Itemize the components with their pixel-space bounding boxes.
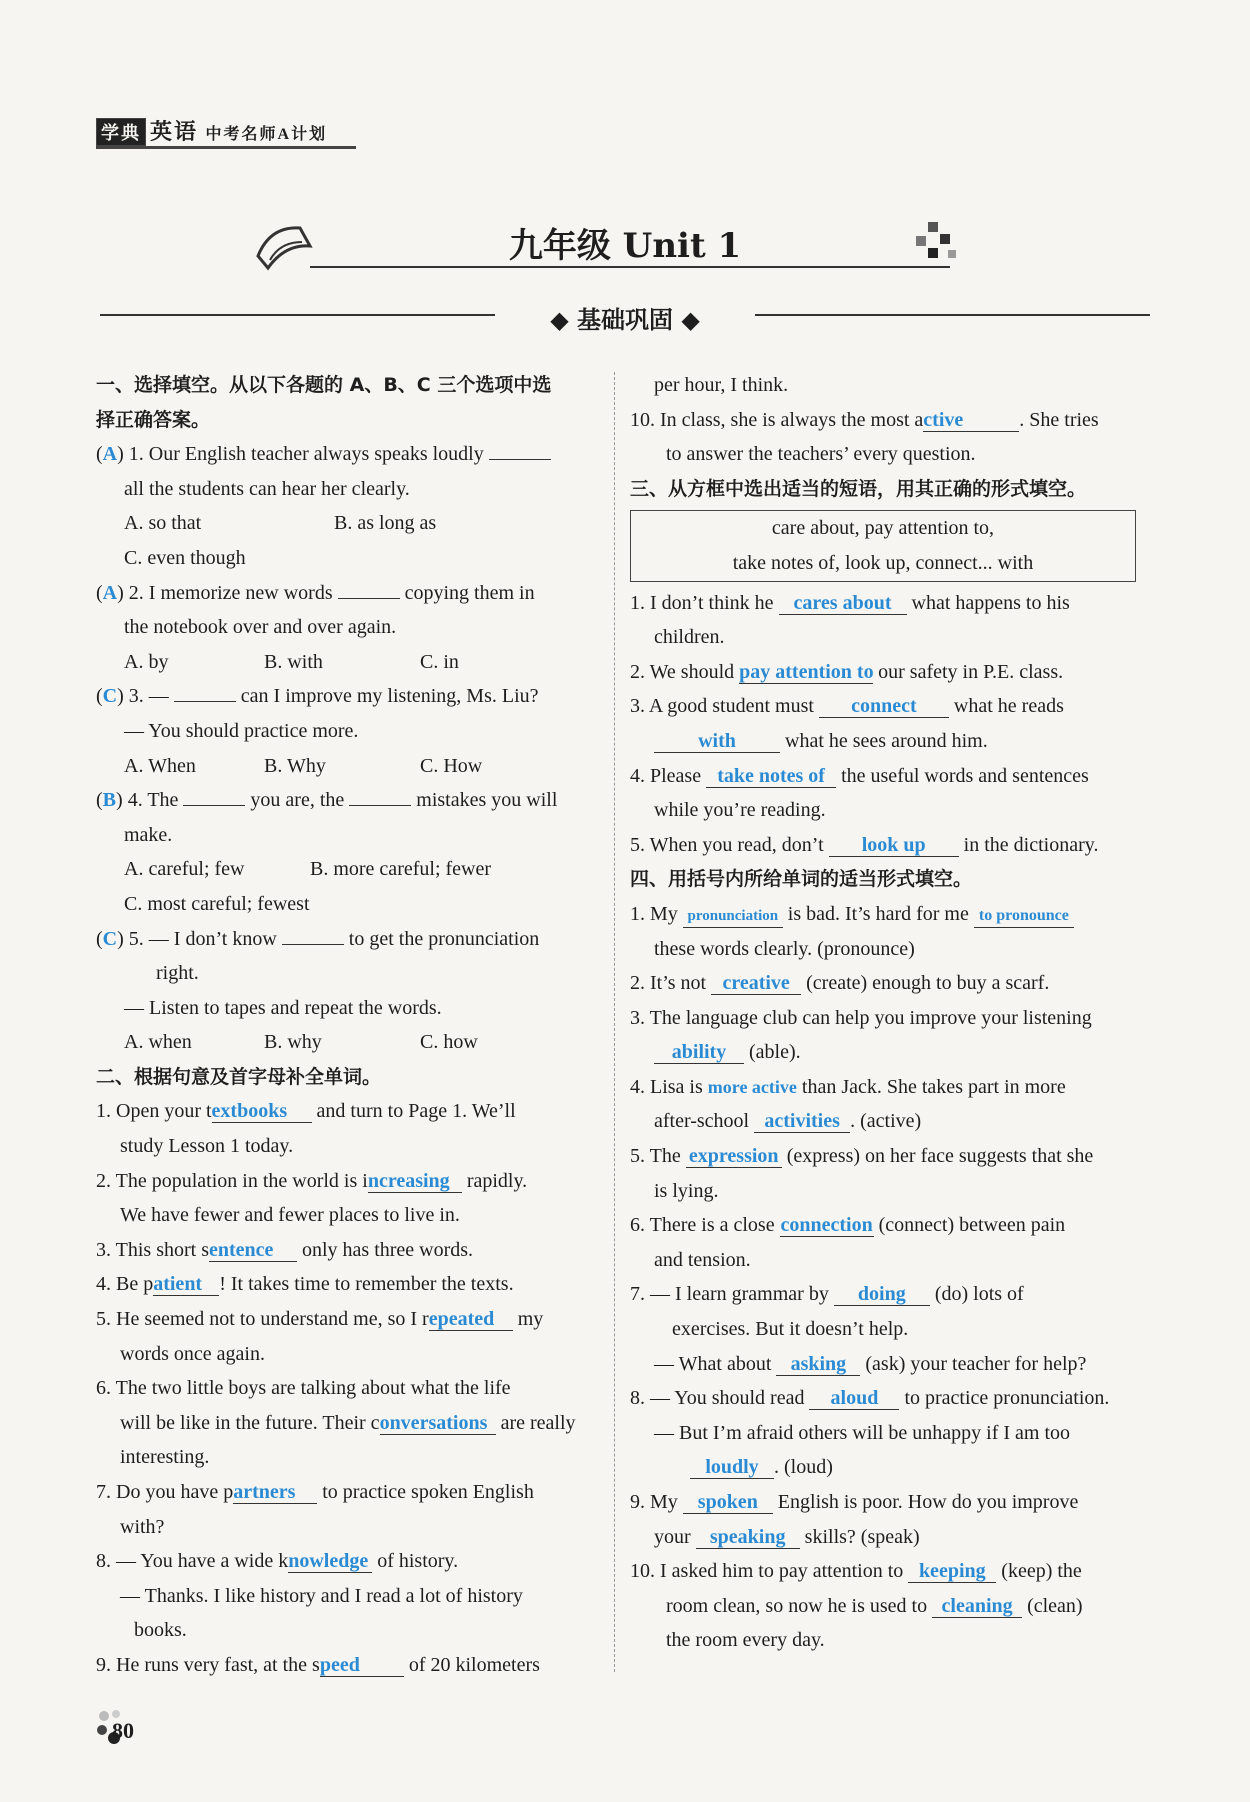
fill-5: 5. He seemed not to understand me, so I repeated my — [96, 1308, 544, 1331]
word-5: 5. The expression (express) on her face suggests that she — [630, 1145, 1094, 1168]
series-label: 中考名师A计划 — [205, 126, 328, 143]
question-2: (A) 2. I memorize new words copying them in — [96, 581, 535, 604]
left-column: 一、选择填空。从以下各题的 A、B、C 三个选项中选 择正确答案。 (A) 1. Our English teacher always speaks loudly all the students can hear her clearly. A. so that B. as long as C. even though (A) 2. I memorize new words copying them in the notebook over and over again. A. by B. with C. in (C) 3. — can I improve my listening, Ms. Liu? — You should practice more. A. When B. Why C. How (B) 4. The you are, the mistakes you will make. A. careful; few B. more careful; fewer C. most careful; fewest (C) 5. — I don’t know to get the pronunciation right. — Listen to tapes and repeat the words. A. when B. why C. how 二、根据句意及首字母补全单词。 1. Open your textbooks and turn to Page 1. We’ll study Lesson 1 today. 2. The population in the world is increasing rapidly. We have fewer and fewer places to live in. 3. This short sentence only has three words. 4. Be patient ! It takes time to remember the texts. 5. He seemed not to understand me, so I repeated my words once again. 6. The two little boys are talking about what the life will be like in the future. Their conversations are really interesting. 7. Do you have partners to practice spoken English with? 8. — You have a wide knowledge of history. — Thanks. I like history and I read a lot of history books. 9. He runs very fast, at the speed of 20 kilometers — [96, 368, 602, 1683]
phrase-3: 3. A good student must connect what he reads — [630, 695, 1064, 718]
brand-label: 学典 — [96, 118, 146, 146]
answer-blank[interactable] — [338, 598, 400, 599]
page-number: 80 — [112, 1718, 134, 1743]
unit-title: 九年级 Unit 1 — [508, 226, 742, 266]
section-banner — [100, 300, 1150, 334]
answer-blank[interactable] — [183, 805, 245, 806]
fill-9: 9. He runs very fast, at the speed of 20 kilometers — [96, 1653, 540, 1676]
word-2: 2. It’s not creative (create) enough to buy a scarf. — [630, 972, 1050, 995]
answer-blank[interactable] — [174, 701, 236, 702]
word-9: 9. My spoken English is poor. How do you improve — [630, 1491, 1079, 1513]
fill-2: 2. The population in the world is increasing rapidly. — [96, 1169, 528, 1192]
fill-3: 3. This short sentence only has three words. — [96, 1238, 474, 1261]
phrase-5: 5. When you read, don’t look up in the dictionary. — [630, 833, 1099, 856]
column-divider — [614, 372, 615, 1672]
word-3: 3. The language club can help you improve your listening — [630, 1006, 1092, 1029]
word-8: 8. — You should read aloud to practice pronunciation. — [630, 1387, 1110, 1410]
answer-blank[interactable] — [489, 459, 551, 460]
word-4: 4. Lisa is more active than Jack. She takes part in more — [630, 1075, 1066, 1098]
section1-heading: 一、选择填空。从以下各题的 A、B、C 三个选项中选 — [96, 374, 552, 396]
fill-6: 6. The two little boys are talking about what the life — [96, 1377, 511, 1400]
section1-heading-cont: 择正确答案。 — [96, 408, 211, 431]
header-logo — [96, 112, 356, 146]
fill-1: 1. Open your textbooks and turn to Page 1. We’ll — [96, 1100, 516, 1123]
section2-heading: 二、根据句意及首字母补全单词。 — [96, 1065, 382, 1088]
word-7: 7. — I learn grammar by doing (do) lots of — [630, 1283, 1024, 1306]
question-4: (B) 4. The you are, the mistakes you will — [96, 789, 558, 812]
question-1: (A) 1. Our English teacher always speaks loudly — [96, 437, 602, 472]
phrase-box: care about, pay attention to, take notes of, look up, connect... with — [630, 510, 1136, 581]
fill-4: 4. Be patient ! It takes time to remember the texts. — [96, 1273, 514, 1296]
phrase-2: 2. We should pay attention to our safety in P.E. class. — [630, 660, 1064, 683]
section-title: 基础巩固 — [577, 306, 673, 334]
fill-7: 7. Do you have partners to practice spoken English — [96, 1481, 534, 1503]
section3-heading: 三、从方框中选出适当的短语，用其正确的形式填空。 — [630, 477, 1087, 500]
phrase-4: 4. Please take notes of the useful words and sentences — [630, 764, 1089, 787]
phrase-1: 1. I don’t think he cares about what happens to his — [630, 591, 1070, 614]
question-5: (C) 5. — I don’t know to get the pronunciation — [96, 927, 540, 950]
diamond-icon: ◆ — [673, 306, 700, 334]
answer-blank[interactable] — [349, 805, 411, 806]
word-10: 10. I asked him to pay attention to keeping (keep) the — [630, 1560, 1082, 1583]
word-1: 1. My pronunciation is bad. It’s hard for me to pronounce — [630, 897, 1136, 932]
word-6: 6. There is a close connection (connect) between pain — [630, 1214, 1066, 1237]
fill-8: 8. — You have a wide knowledge of history. — [96, 1550, 459, 1573]
section4-heading: 四、用括号内所给单词的适当形式填空。 — [630, 868, 973, 891]
answer-blank[interactable] — [282, 944, 344, 945]
question-3: (C) 3. — can I improve my listening, Ms. Liu? — [96, 685, 539, 708]
squares-decoration-icon — [910, 222, 960, 262]
right-column: per hour, I think. 10. In class, she is always the most active . She tries to answer the teachers’ every question. 三、从方框中选出适当的短语，用其正确的形式填空。 care about, pay attention to, take notes of, look up, connect... with 1. I don’t think he cares about what happens to his children. 2. We should pay attention to our safety in P.E. class. 3. A good student must connect what he reads with what he sees around him. 4. Please take notes of the useful words and sentences while you’re reading. 5. When you read, don’t look up in the dictionary. 四、用括号内所给单词的适当形式填空。 1. My pronunciation is bad. It’s hard for me to pronounce these words clearly. (pronounce) 2. It’s not creative (create) enough to buy a scarf. 3. The language club can help you improve your listening ability (able). 4. Lisa is more active than Jack. She takes part in more after-school activities . (active) 5. The expression (express) on her face suggests that she is lying. 6. There is a close connection (connect) between pain and tension. 7. — I learn grammar by doing (do) lots of exercises. But it doesn’t help. — What about asking (ask) your teacher for help? 8. — You should read aloud to practice pronunciation. — But I’m afraid others will be unhappy if I am too loudly . (loud) 9. My spoken English is poor. How do you improve your speaking skills? (speak) 10. I asked him to pay attention to keeping (keep) the room clean, so now he is used to cleaning (clean) the room every day. — [630, 368, 1136, 1658]
diamond-icon: ◆ — [550, 306, 577, 334]
fill-10: 10. In class, she is always the most active . She tries — [630, 408, 1099, 431]
subject-label: 英语 — [150, 119, 199, 144]
